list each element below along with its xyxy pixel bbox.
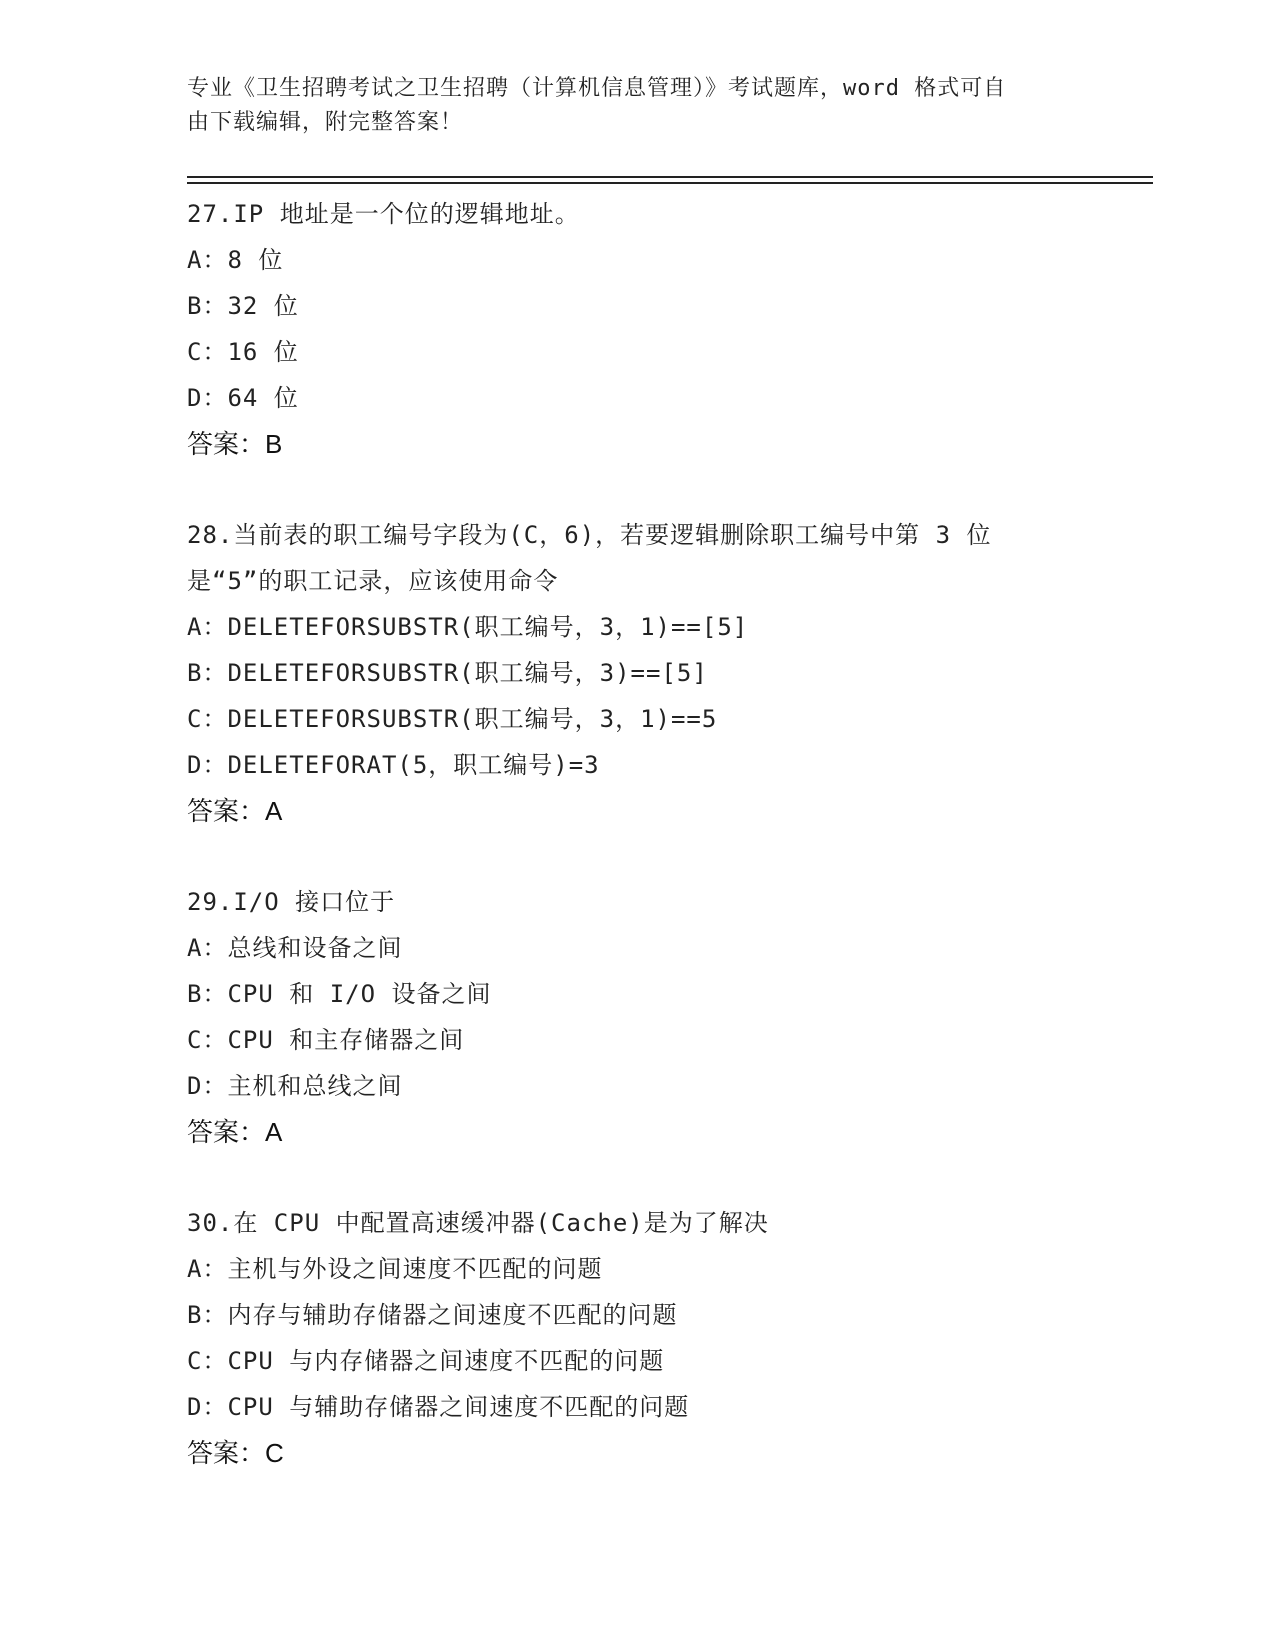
answer-label: 答案：B bbox=[187, 429, 283, 459]
question-stem: 29.I/O 接口位于 bbox=[187, 888, 396, 916]
option-c: C：CPU 和主存储器之间 bbox=[187, 1026, 465, 1054]
option-c: C：16 位 bbox=[187, 338, 299, 366]
document-header bbox=[187, 72, 1087, 140]
header-line-2: 由下载编辑，附完整答案！ bbox=[187, 110, 464, 135]
option-d: D：64 位 bbox=[187, 384, 299, 412]
answer-label: 答案：A bbox=[187, 796, 283, 826]
header-divider-bottom bbox=[187, 182, 1153, 184]
option-d: D：CPU 与辅助存储器之间速度不匹配的问题 bbox=[187, 1393, 690, 1421]
option-b: B：DELETEFORSUBSTR(职工编号，3)==[5] bbox=[187, 659, 708, 687]
option-c: C：CPU 与内存储器之间速度不匹配的问题 bbox=[187, 1347, 665, 1375]
question-stem: 30.在 CPU 中配置高速缓冲器(Cache)是为了解决 bbox=[187, 1209, 769, 1237]
option-a: A：主机与外设之间速度不匹配的问题 bbox=[187, 1255, 603, 1283]
option-a: A：总线和设备之间 bbox=[187, 934, 403, 962]
option-a: A：8 位 bbox=[187, 246, 284, 274]
question-27 bbox=[187, 191, 1153, 467]
question-stem: 28.当前表的职工编号字段为(C，6)，若要逻辑删除职工编号中第 3 位 bbox=[187, 521, 992, 549]
answer-label: 答案：C bbox=[187, 1438, 284, 1468]
option-b: B：32 位 bbox=[187, 292, 299, 320]
option-d: D：DELETEFORAT(5，职工编号)=3 bbox=[187, 751, 600, 779]
question-28 bbox=[187, 512, 1153, 834]
answer-label: 答案：A bbox=[187, 1117, 283, 1147]
question-stem: 27.IP 地址是一个位的逻辑地址。 bbox=[187, 200, 580, 228]
question-stem-continued: 是“5”的职工记录，应该使用命令 bbox=[187, 567, 559, 595]
option-c: C：DELETEFORSUBSTR(职工编号，3，1)==5 bbox=[187, 705, 718, 733]
header-line-1: 专业《卫生招聘考试之卫生招聘（计算机信息管理）》考试题库，word 格式可自 bbox=[187, 76, 1007, 101]
option-d: D：主机和总线之间 bbox=[187, 1072, 403, 1100]
option-a: A：DELETEFORSUBSTR(职工编号，3，1)==[5] bbox=[187, 613, 749, 641]
question-29 bbox=[187, 879, 1153, 1155]
question-30 bbox=[187, 1200, 1153, 1476]
option-b: B：CPU 和 I/O 设备之间 bbox=[187, 980, 492, 1008]
header-divider-top bbox=[187, 176, 1153, 178]
question-list bbox=[187, 191, 1153, 1521]
option-b: B：内存与辅助存储器之间速度不匹配的问题 bbox=[187, 1301, 678, 1329]
